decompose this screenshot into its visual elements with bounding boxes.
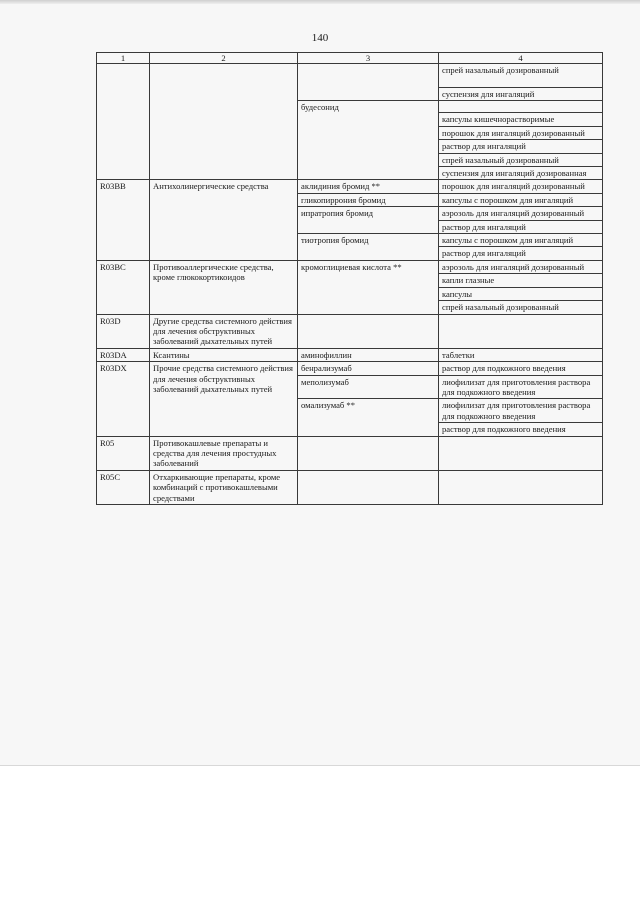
form-cell: порошок для ингаляций дозированный [439,180,603,193]
code-cell: R03DX [97,362,150,436]
table-row [97,260,603,273]
drug-cell: ипратропия бромид [298,207,439,234]
form-cell: раствор для ингаляций [439,247,603,260]
code-cell: R05C [97,470,150,504]
table-row [97,348,603,361]
drug-cell: кромоглициевая кислота ** [298,260,439,314]
form-cell: раствор для подкожного введения [439,423,603,436]
drug-cell: бенрализумаб [298,362,439,375]
drug-cell: омализумаб ** [298,399,439,436]
form-cell: спрей назальный дозированный [439,153,603,166]
header-col-3: 3 [298,53,439,64]
drug-cell: аклидиния бромид ** [298,180,439,193]
code-cell: R03DA [97,348,150,361]
form-cell: таблетки [439,348,603,361]
group-cell: Прочие средства системного действия для лечения обструктивных заболеваний дыхательных путей [150,362,298,436]
form-cell: раствор для ингаляций [439,140,603,153]
code-cell [97,64,150,180]
drug-cell: меполизумаб [298,375,439,399]
form-cell: капсулы с порошком для ингаляций [439,193,603,206]
table-row [97,180,603,193]
table-row [97,436,603,470]
drug-cell: гликопиррония бромид [298,193,439,206]
drug-cell: аминофиллин [298,348,439,361]
group-cell: Противоаллергические средства, кроме глюкокортикоидов [150,260,298,314]
form-cell: суспензия для ингаляций дозированная [439,167,603,180]
form-cell: суспензия для ингаляций [439,88,603,101]
code-cell: R03D [97,314,150,348]
page-number: 140 [311,32,329,44]
form-cell: спрей назальный дозированный [439,64,603,88]
medicines-table [96,52,603,505]
scan-edge [0,0,640,4]
table-row [97,362,603,375]
header-col-2: 2 [150,53,298,64]
form-cell: аэрозоль для ингаляций дозированный [439,207,603,220]
form-cell: капсулы с порошком для ингаляций [439,234,603,247]
group-cell: Другие средства системного действия для лечения обструктивных заболеваний дыхательных путей [150,314,298,348]
form-cell: порошок для ингаляций дозированный [439,126,603,139]
group-cell: Антихолинергические средства [150,180,298,260]
table-row [97,64,603,88]
header-col-1: 1 [97,53,150,64]
code-cell: R05 [97,436,150,470]
form-cell [439,101,603,113]
form-cell: спрей назальный дозированный [439,301,603,314]
group-cell: Отхаркивающие препараты, кроме комбинаций с противокашлевыми средствами [150,470,298,504]
group-cell [150,64,298,180]
form-cell: капсулы [439,287,603,300]
group-cell: Противокашлевые препараты и средства для лечения простудных заболеваний [150,436,298,470]
header-col-4: 4 [439,53,603,64]
drug-cell [298,64,439,101]
form-cell [439,436,603,470]
form-cell [439,470,603,504]
form-cell: аэрозоль для ингаляций дозированный [439,260,603,273]
form-cell: капли глазные [439,274,603,287]
group-cell: Ксантины [150,348,298,361]
form-cell: раствор для ингаляций [439,220,603,233]
form-cell: капсулы кишечнорастворимые [439,113,603,126]
table-row [97,314,603,348]
drug-cell [298,314,439,348]
drug-cell: будесонид [298,101,439,180]
code-cell: R03BB [97,180,150,260]
form-cell: лиофилизат для приготовления раствора для подкожного введения [439,399,603,423]
table-row [97,470,603,504]
drug-cell [298,436,439,470]
form-cell: лиофилизат для приготовления раствора для подкожного введения [439,375,603,399]
form-cell: раствор для подкожного введения [439,362,603,375]
drug-cell: тиотропия бромид [298,234,439,261]
form-cell [439,314,603,348]
drug-cell [298,470,439,504]
table-header-row [97,53,603,64]
code-cell: R03BC [97,260,150,314]
